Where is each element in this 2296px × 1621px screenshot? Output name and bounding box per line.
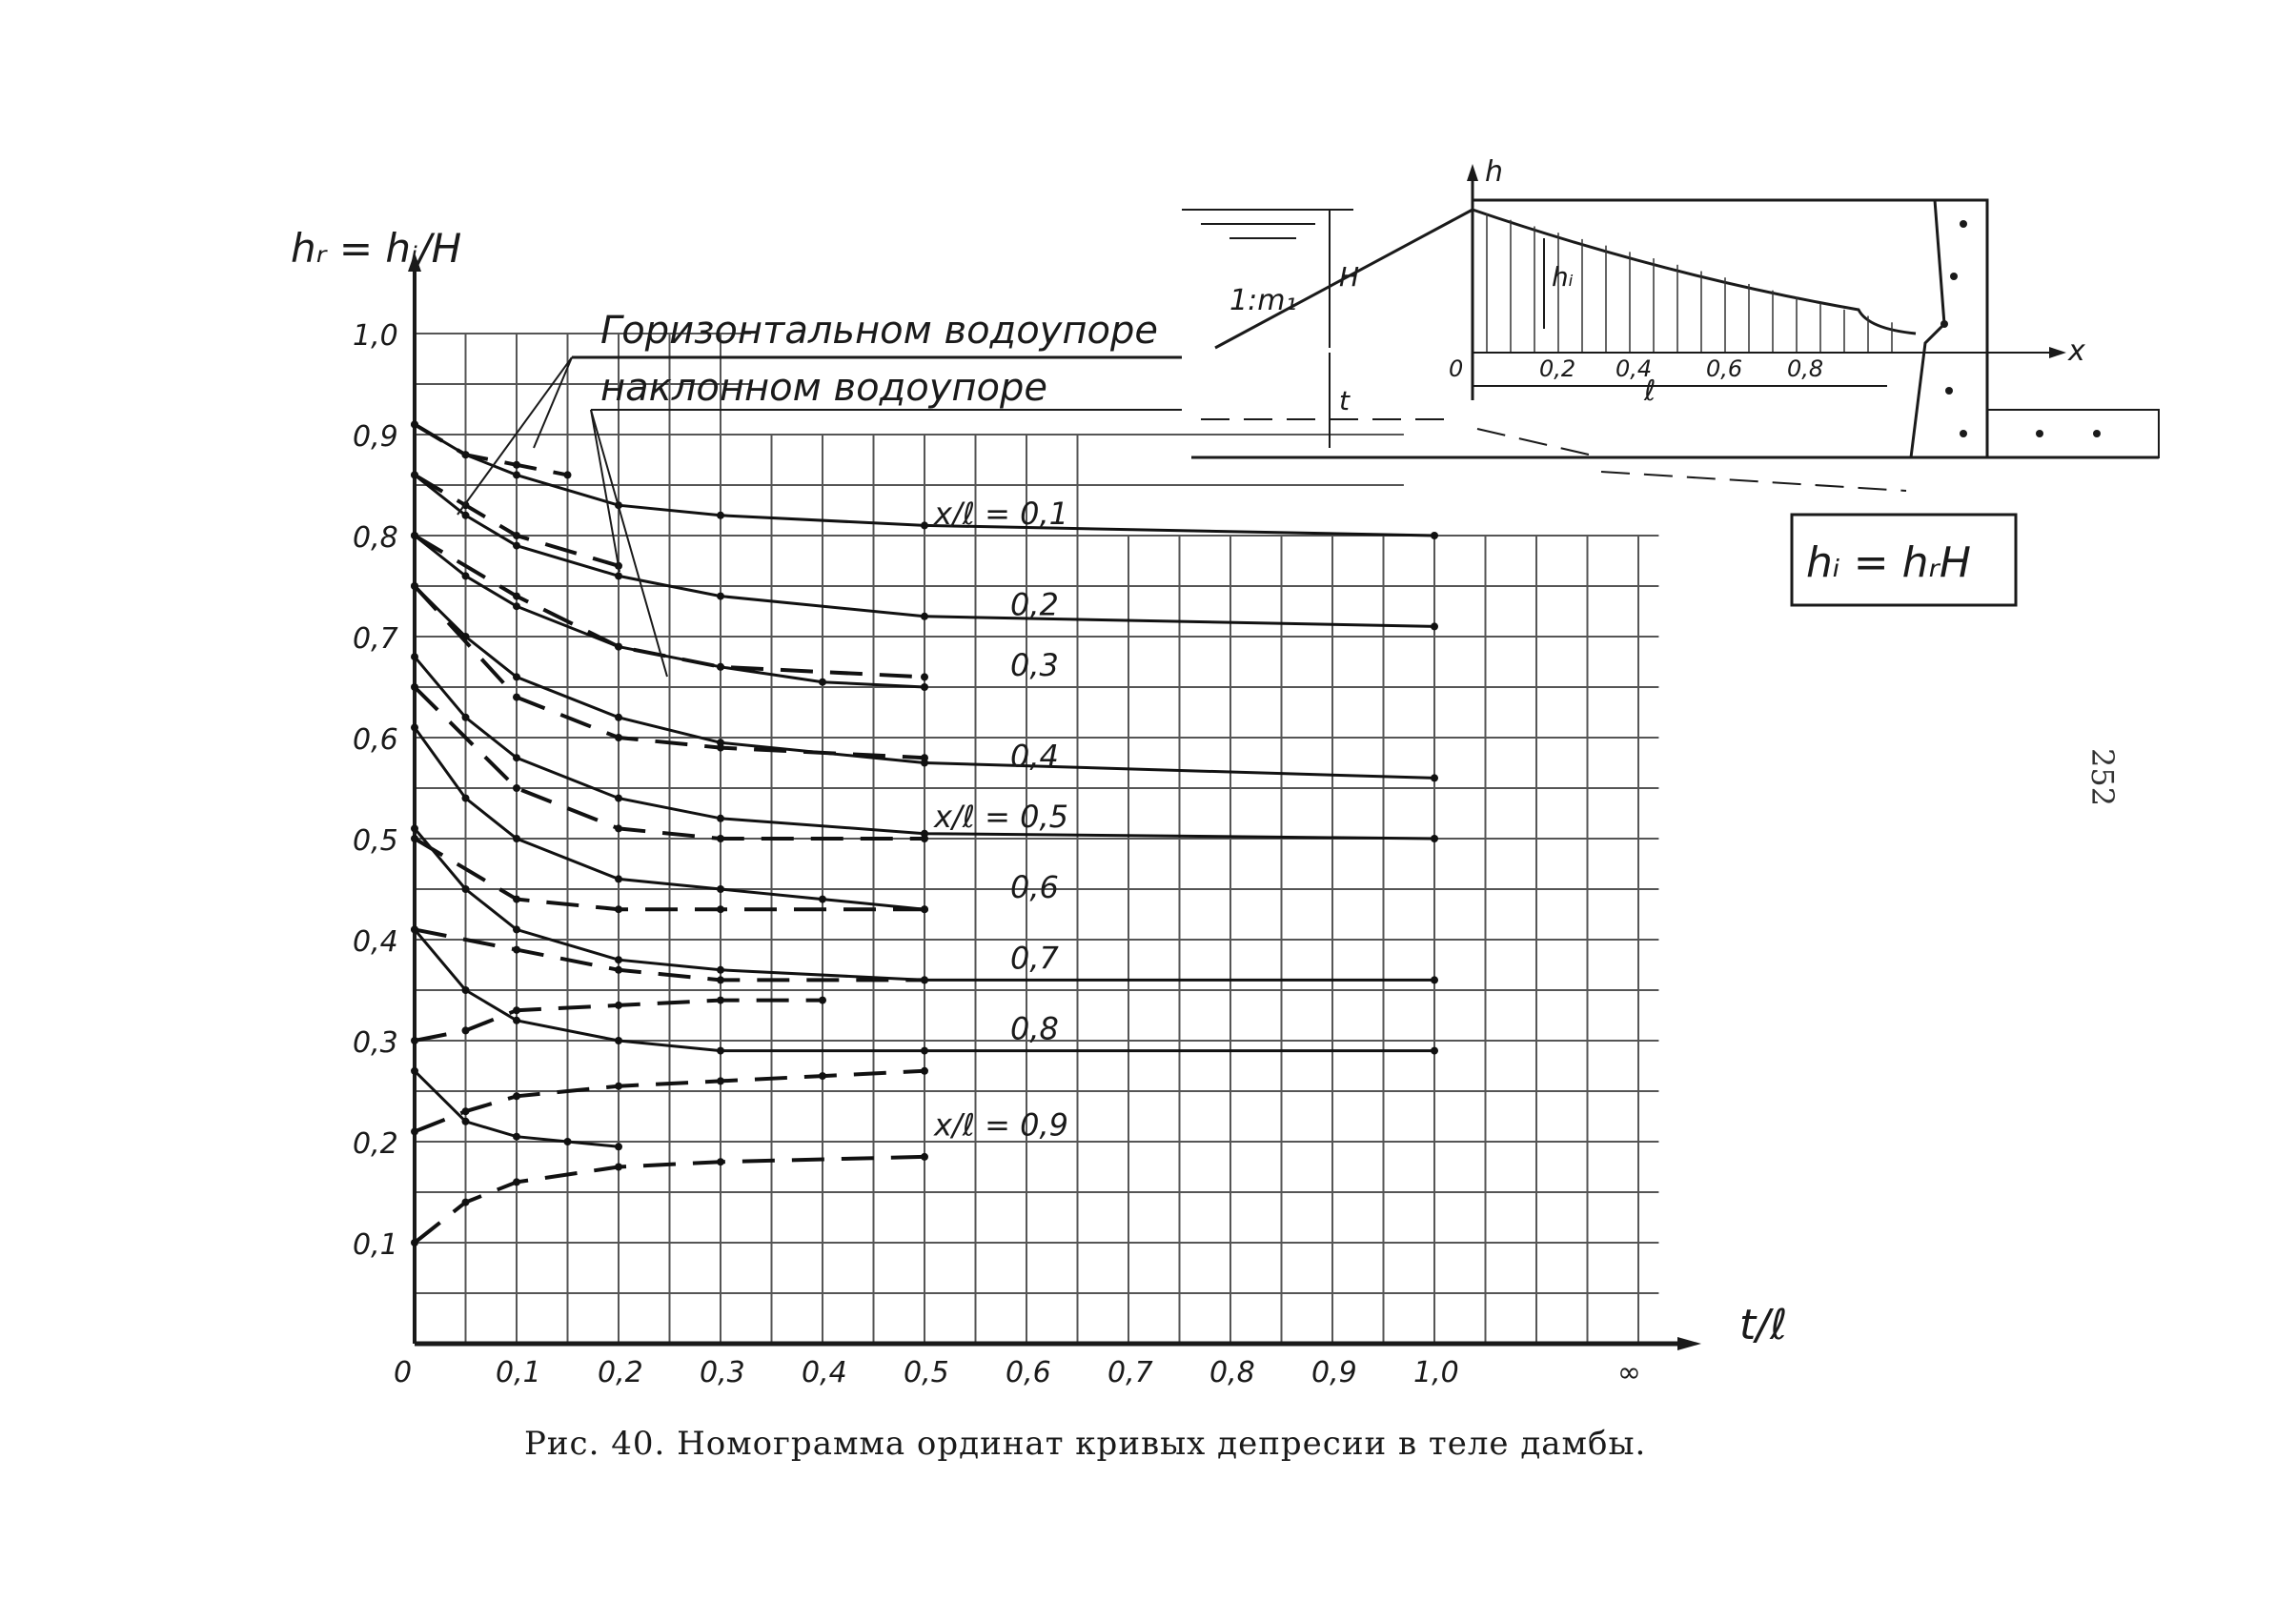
- series-point-4-6: [1431, 835, 1438, 842]
- series-point-18-3: [615, 1164, 622, 1171]
- series-point-0-6: [1431, 532, 1438, 539]
- series-point-12-2: [615, 734, 622, 741]
- schematic-tick-1: 0,2: [1539, 355, 1576, 382]
- series-point-17-2: [513, 1092, 520, 1100]
- series-label-0: x/ℓ = 0,1: [934, 496, 1068, 532]
- series-point-13-4: [921, 835, 928, 842]
- series-point-4-0: [411, 653, 418, 660]
- series-point-17-4: [717, 1077, 724, 1084]
- series-labels: [933, 496, 1068, 1143]
- series-point-11-3: [717, 663, 724, 671]
- schematic-ordinate-label: hᵢ: [1552, 261, 1574, 293]
- x-axis-title: t/ℓ: [1739, 1301, 1788, 1349]
- series-point-3-3: [615, 714, 622, 721]
- series-label-6: 0,7: [1010, 940, 1059, 977]
- series-point-18-4: [717, 1158, 724, 1165]
- series-point-1-5: [921, 613, 928, 620]
- y-tick-labels: [353, 319, 398, 1262]
- schematic-origin-label: 0: [1449, 355, 1464, 382]
- legend-dashed-label: наклонном водоупоре: [600, 366, 1048, 410]
- series-point-11-2: [615, 643, 622, 651]
- page-number: 252: [2084, 748, 2121, 807]
- series-point-6-1: [462, 885, 470, 893]
- series-point-2-1: [462, 572, 470, 579]
- series-point-7-1: [462, 986, 470, 994]
- series-point-12-4: [921, 754, 928, 761]
- x-tick-labels: [394, 1356, 1641, 1389]
- series-point-8-0: [411, 1067, 418, 1075]
- y-tick-label-2: 0,3: [353, 1026, 398, 1060]
- series-point-15-3: [717, 976, 724, 983]
- series-point-7-3: [615, 1037, 622, 1044]
- series-point-3-6: [1431, 774, 1438, 781]
- series-point-9-1: [462, 451, 470, 458]
- series-point-13-0: [411, 683, 418, 691]
- series-point-11-0: [411, 532, 418, 539]
- x-tick-label-3: 0,3: [700, 1356, 745, 1389]
- series-point-4-3: [615, 795, 622, 802]
- series-point-4-1: [462, 714, 470, 721]
- series-point-18-1: [462, 1199, 470, 1206]
- legend-solid-label: Горизонтальном водоупоре: [600, 309, 1158, 353]
- series-point-15-4: [921, 976, 928, 983]
- dam-schematic: [1182, 155, 2159, 491]
- schematic-depth-label: t: [1339, 385, 1350, 416]
- series-point-12-3: [717, 744, 724, 752]
- series-point-14-2: [615, 905, 622, 913]
- series-point-15-0: [411, 925, 418, 933]
- x-tick-label-8: 0,8: [1209, 1356, 1255, 1389]
- figure-caption: Рис. 40. Номограмма ординат кривых депресии в теле дамбы.: [524, 1425, 1647, 1463]
- series-point-10-0: [411, 471, 418, 478]
- series-label-5: 0,6: [1010, 869, 1059, 906]
- series-point-6-0: [411, 824, 418, 832]
- schematic-tick-2: 0,4: [1615, 355, 1653, 382]
- series-point-16-2: [513, 1006, 520, 1014]
- series-point-17-5: [819, 1072, 826, 1080]
- y-tick-label-8: 0,9: [353, 420, 398, 454]
- series-point-14-3: [717, 905, 724, 913]
- y-axis-title: hᵣ = hᵢ/H: [291, 225, 462, 272]
- x-tick-label-6: 0,6: [1006, 1356, 1051, 1389]
- series-point-12-1: [513, 694, 520, 701]
- series-point-17-0: [411, 1127, 418, 1135]
- schematic-x-label: x: [2068, 334, 2085, 368]
- series-point-14-0: [411, 835, 418, 842]
- series-point-7-6: [1431, 1047, 1438, 1055]
- formula-box: [1792, 515, 2016, 605]
- schematic-length-label: ℓ: [1644, 375, 1656, 408]
- series-point-18-2: [513, 1178, 520, 1185]
- series-point-5-1: [462, 795, 470, 802]
- series-point-6-3: [615, 956, 622, 963]
- y-tick-label-7: 0,8: [353, 521, 398, 555]
- series-label-1: 0,2: [1010, 586, 1059, 623]
- drain-toe: [1911, 200, 1987, 457]
- y-tick-label-5: 0,6: [353, 723, 398, 757]
- series-point-2-5: [819, 679, 826, 686]
- series-point-16-1: [462, 1026, 470, 1034]
- chart-grid: [415, 334, 1658, 1344]
- x-tick-label-5: 0,5: [904, 1356, 949, 1389]
- series-label-4: x/ℓ = 0,5: [934, 799, 1068, 835]
- series-point-14-1: [513, 896, 520, 903]
- series-point-15-1: [513, 946, 520, 954]
- schematic-h-label: h: [1485, 155, 1504, 189]
- schematic-tick-3: 0,6: [1706, 355, 1743, 382]
- series-point-18-5: [921, 1153, 928, 1161]
- series-point-4-2: [513, 754, 520, 761]
- formula-text: hᵢ = hᵣH: [1806, 538, 1971, 587]
- legend-leader-solid-2: [457, 357, 572, 515]
- series-point-7-2: [513, 1017, 520, 1024]
- depression-curve: [1473, 210, 1916, 334]
- series-point-9-3: [564, 471, 572, 478]
- x-tick-label-10: 1,0: [1413, 1356, 1459, 1389]
- series-point-6-2: [513, 925, 520, 933]
- series-point-6-6: [1431, 976, 1438, 983]
- x-tick-label-7: 0,7: [1107, 1356, 1153, 1389]
- series-label-7: 0,8: [1010, 1010, 1059, 1047]
- series-point-15-2: [615, 966, 622, 974]
- series-point-5-0: [411, 723, 418, 731]
- schematic-head-label: H: [1339, 261, 1360, 293]
- series-point-1-6: [1431, 622, 1438, 630]
- series-point-0-2: [513, 471, 520, 478]
- x-tick-label-11: ∞: [1617, 1356, 1641, 1389]
- series-label-2: 0,3: [1010, 647, 1059, 683]
- series-point-7-5: [921, 1047, 928, 1055]
- series-point-16-5: [819, 997, 826, 1004]
- series-point-2-2: [513, 602, 520, 610]
- series-point-9-2: [513, 461, 520, 469]
- series-point-1-2: [513, 542, 520, 550]
- schematic-tick-4: 0,8: [1787, 355, 1824, 382]
- series-point-6-4: [717, 966, 724, 974]
- y-tick-label-0: 0,1: [353, 1228, 398, 1262]
- series-point-8-3: [564, 1138, 572, 1145]
- x-tick-label-2: 0,2: [598, 1356, 643, 1389]
- series-point-17-1: [462, 1107, 470, 1115]
- series-point-13-1: [513, 784, 520, 792]
- series-point-1-3: [615, 572, 622, 579]
- y-tick-label-3: 0,4: [353, 925, 398, 959]
- series-point-7-4: [717, 1047, 724, 1055]
- series-label-8: x/ℓ = 0,9: [934, 1106, 1068, 1144]
- series-point-16-0: [411, 1037, 418, 1044]
- series-point-5-3: [615, 875, 622, 882]
- y-tick-label-4: 0,5: [353, 824, 398, 858]
- schematic-slope-label: 1:m₁: [1229, 284, 1297, 317]
- series-point-10-2: [513, 532, 520, 539]
- series-point-16-3: [615, 1002, 622, 1009]
- series-point-0-4: [717, 512, 724, 519]
- series-point-5-5: [819, 896, 826, 903]
- x-tick-label-9: 0,9: [1311, 1356, 1357, 1389]
- y-tick-label-1: 0,2: [353, 1127, 398, 1161]
- series-point-12-0: [411, 582, 418, 590]
- x-tick-label-0: 0: [394, 1356, 413, 1389]
- series-point-11-1: [513, 593, 520, 600]
- series-point-8-2: [513, 1133, 520, 1141]
- series-point-1-4: [717, 593, 724, 600]
- series-point-13-2: [615, 824, 622, 832]
- series-point-9-0: [411, 420, 418, 428]
- series-point-16-4: [717, 997, 724, 1004]
- series-point-13-3: [717, 835, 724, 842]
- y-tick-label-9: 1,0: [353, 319, 398, 353]
- series-point-2-6: [921, 683, 928, 691]
- series-point-5-4: [717, 885, 724, 893]
- series-point-5-2: [513, 835, 520, 842]
- series-point-8-1: [462, 1118, 470, 1125]
- x-tick-label-1: 0,1: [496, 1356, 541, 1389]
- series-point-18-0: [411, 1239, 418, 1246]
- x-tick-label-4: 0,4: [802, 1356, 847, 1389]
- series-point-4-4: [717, 815, 724, 822]
- y-tick-label-6: 0,7: [353, 622, 398, 656]
- series-point-3-2: [513, 673, 520, 680]
- series-point-14-4: [921, 905, 928, 913]
- series-point-8-4: [615, 1143, 622, 1150]
- series-point-0-5: [921, 521, 928, 529]
- series-label-3: 0,4: [1010, 738, 1059, 775]
- series-point-1-1: [462, 512, 470, 519]
- series-point-17-6: [921, 1067, 928, 1075]
- series-point-17-3: [615, 1083, 622, 1090]
- series-point-11-4: [921, 673, 928, 680]
